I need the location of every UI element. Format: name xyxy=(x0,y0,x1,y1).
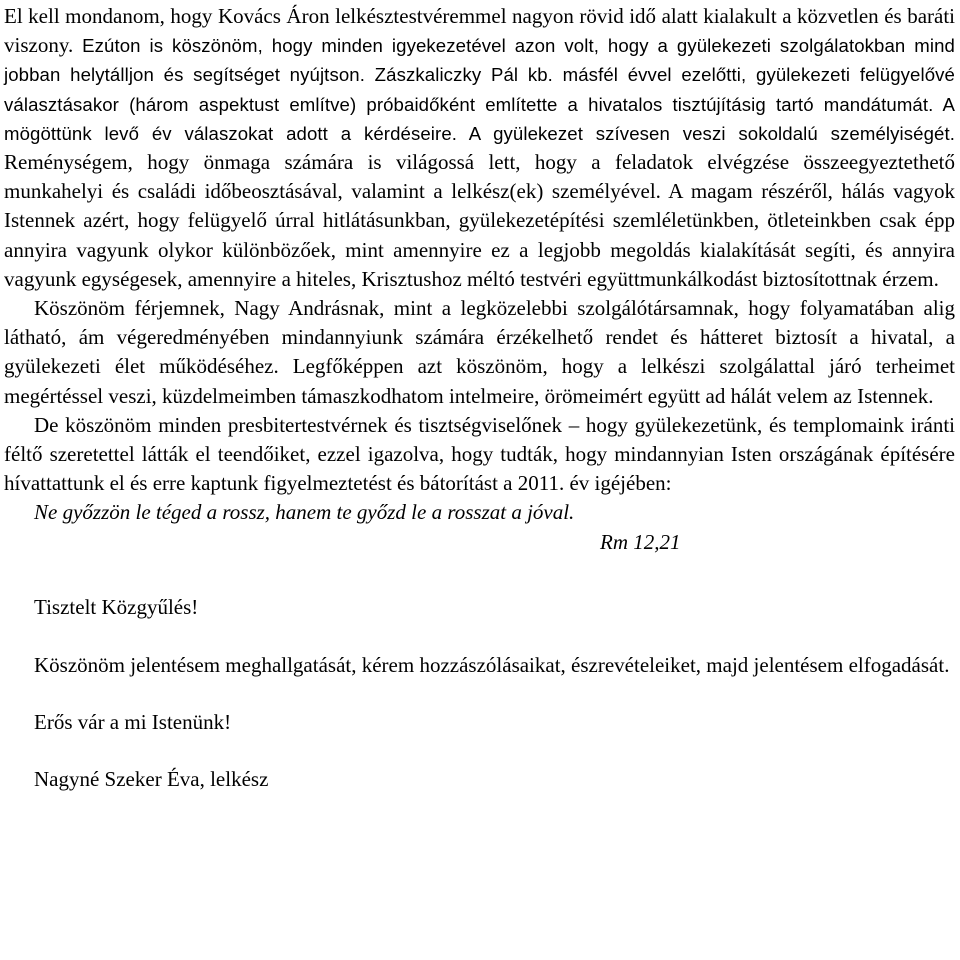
paragraph-1-serif-tail: Reménységem, hogy önmaga számára is világossá lett, hogy a feladatok elvégzése összeegyeztethető munkahelyi és családi időbeosztásával, valamint a lelkész(ek) személyével. A magam részéről, hálás vagyok Istennek azért, hogy felügyelő úrral hitlátásunkban, gyülekezetépítési szemléletünkben, ötleteinkben csak épp annyira vagyunk olykor különbözőek, mint amennyire ez a legjobb megoldás kialakítását segíti, és annyira vagyunk egységesek, amennyire a hiteles, Krisztushoz méltó testvéri együttmunkálkodást biztosítottnak érzem. xyxy=(4,150,955,291)
paragraph-presbyters-thanks: De köszönöm minden presbitertestvérnek és tisztségviselőnek – hogy gyülekezetünk, és templomaink iránti féltő szeretettel látták el teendőiket, ezzel igazolva, hogy tudták, hogy mindannyian Isten országának építésére hívattattunk el és erre kaptunk figyelmeztetést és bátorítást a 2011. év igéjében: xyxy=(4,412,955,496)
bible-verse-reference: Rm 12,21 xyxy=(600,529,681,554)
paragraph-1-serif-lead: El kell mondanom, hogy Kovács Áron lelkésztestvéremmel nagyon rövid idő alatt kialakult a közvetlen és baráti viszony. xyxy=(4,4,955,58)
signature: Nagyné Szeker Éva, lelkész xyxy=(34,767,269,792)
motto: Erős vár a mi Istenünk! xyxy=(34,710,232,735)
paragraph-husband-thanks: Köszönöm férjemnek, Nagy Andrásnak, mint a legközelebbi szolgálótársamnak, hogy folyamatában alig látható, ám végeredményében mindannyiunk számára érzékelhető rendet és hátteret biztosít a hivatal, a gyülekezeti élet működéséhez. Legfőképpen azt köszönöm, hogy a lelkészi szolgálattal járó terheimet megértéssel veszi, küzdelmeimben támaszkodhatom intelmeire, örömeimért együtt ad hálát velem az Istennek. xyxy=(4,296,955,408)
bible-verse: Ne győzzön le téged a rossz, hanem te győzd le a rosszat a jóval. xyxy=(34,500,575,525)
salutation: Tisztelt Közgyűlés! xyxy=(34,594,199,619)
paragraph-staff-thanks xyxy=(4,2,955,294)
closing-request: Köszönöm jelentésem meghallgatását, kérem hozzászólásaikat, észrevételeiket, majd jelentésem elfogadását. xyxy=(34,653,950,678)
document-page xyxy=(4,2,955,795)
paragraph-1-sans-passage: Ezúton is köszönöm, hogy minden igyekezetével azon volt, hogy a gyülekezeti szolgálatokban mind jobban helytálljon és segítséget nyújtson. Zászkaliczky Pál kb. másfél évvel ezelőtti, gyülekezeti felügyelővé választásakor (három aspektust említve) próbaidőként említette a hivatalos tisztújításig tartó mandátumát. A mögöttünk levő év válaszokat adott a kérdéseire. A gyülekezet szívesen veszi sokoldalú személyiségét. xyxy=(4,35,955,144)
